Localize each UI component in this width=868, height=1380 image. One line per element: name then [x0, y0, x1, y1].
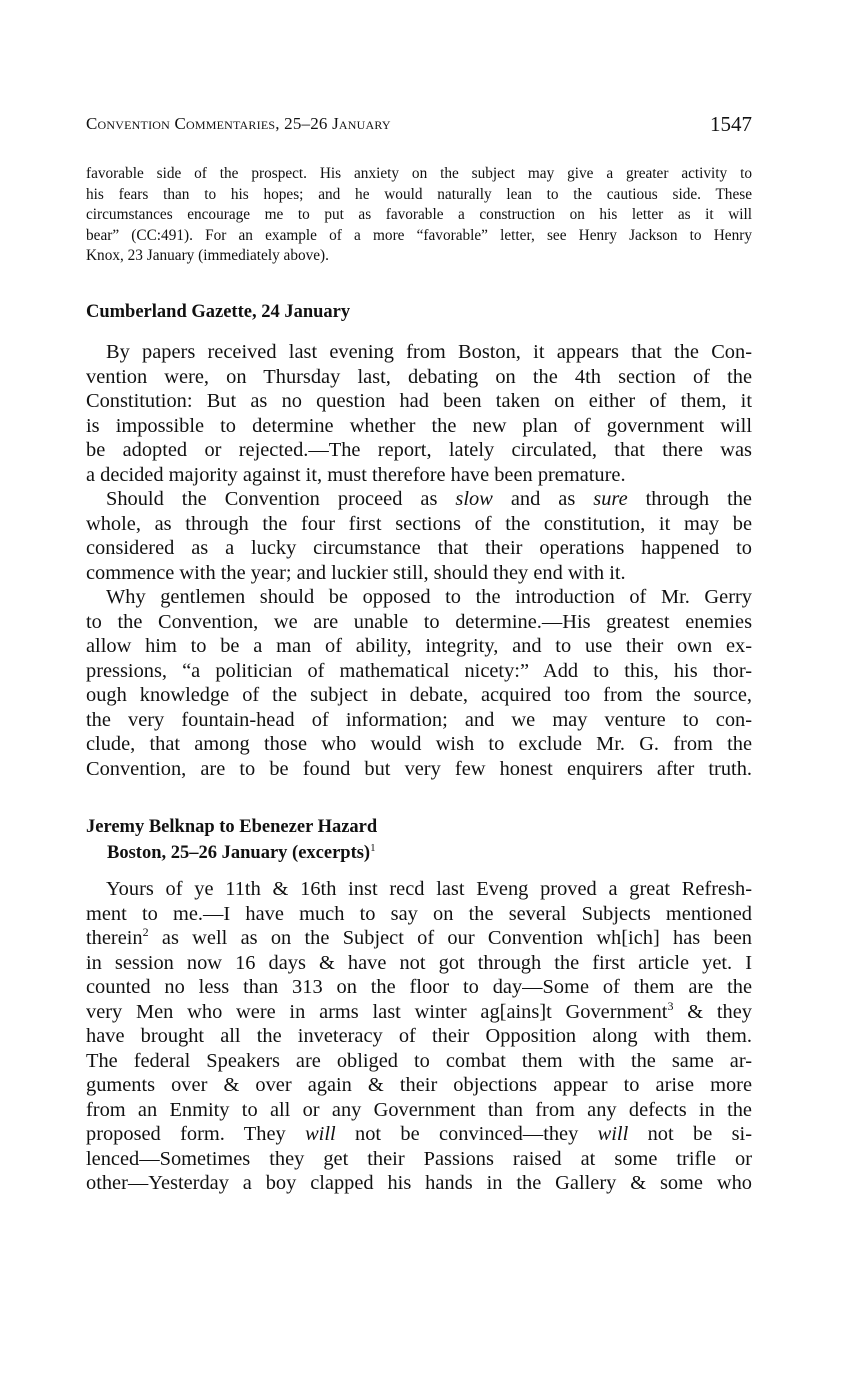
text-line: a decided majority against it, must therefore have been premature. — [86, 463, 626, 486]
running-head-title: Convention Commentaries, 25–26 January — [86, 114, 391, 133]
text-line: from an Enmity to all or any Government than from any defects in the — [86, 1098, 752, 1121]
dateline-text: Boston, 25–26 January (excerpts) — [107, 843, 371, 863]
section-heading-cumberland-gazette: Cumberland Gazette, 24 January — [86, 302, 351, 322]
note-line: favorable side of the prospect. His anxiety on the subject may give a greater activity to — [86, 165, 752, 182]
text-line: vention were, on Thursday last, debating on the 4th section of the — [86, 365, 752, 388]
text-line: Yours of ye 11th & 16th inst recd last Eveng proved a great Refresh- — [106, 878, 752, 900]
text-line: ment to me.—I have much to say on the several Subjects mentioned — [86, 902, 752, 925]
text-line — [86, 1000, 752, 1025]
note-line: bear” (CC:491). For an example of a more “favorable” letter, see Henry Jackson to Henry — [86, 226, 752, 244]
italic-text: sure — [593, 488, 628, 510]
text-line: Why gentlemen should be opposed to the introduction of Mr. Gerry — [106, 586, 752, 608]
text-line: ough knowledge of the subject in debate, acquired too from the source, — [86, 684, 752, 706]
text-line: pressions, “a politician of mathematical nicety:” Add to this, his thor- — [86, 659, 752, 682]
text-line: allow him to be a man of ability, integrity, and to use their own ex- — [86, 635, 752, 657]
text-line: By papers received last evening from Boston, it appears that the Con- — [106, 341, 752, 363]
text-line: have brought all the inveteracy of their Opposition along with them. — [86, 1025, 752, 1047]
text-segment: through the — [627, 488, 752, 510]
running-head — [86, 114, 752, 138]
text-line: Convention, are to be found but very few honest enquirers after truth. — [86, 757, 752, 780]
text-line: the very fountain-head of information; and we may venture to con- — [86, 708, 752, 731]
text-line: The federal Speakers are obliged to combat them with the same ar- — [86, 1049, 752, 1072]
text-segment: therein — [86, 927, 143, 949]
footnote-marker: 3 — [667, 998, 674, 1013]
text-segment: & they — [673, 1000, 752, 1023]
italic-text: will — [597, 1123, 629, 1145]
text-line: considered as a lucky circumstance that their operations happened to — [86, 537, 752, 559]
text-segment: as well as on the Subject of our Convention wh[ich] has been — [148, 927, 752, 949]
text-line: Constitution: But as no question had been taken on either of them, it — [86, 390, 752, 412]
text-line: in session now 16 days & have not got through the first article yet. I — [86, 951, 752, 974]
text-line: commence with the year; and luckier still, should they end with it. — [86, 561, 626, 584]
text-line: other—Yesterday a boy clapped his hands in the Gallery & some who — [86, 1172, 752, 1194]
text-line: be adopted or rejected.—The report, lately circulated, that there was — [86, 439, 752, 461]
text-segment: not be convinced—they — [335, 1123, 598, 1145]
text-line — [86, 487, 752, 512]
italic-text: slow — [455, 488, 493, 510]
text-line — [86, 1122, 752, 1147]
footnote-continuation — [86, 164, 752, 267]
footnote-marker: 2 — [142, 925, 149, 939]
italic-text: will — [305, 1123, 336, 1145]
section-subheading-dateline — [107, 842, 376, 864]
text-segment: not be si- — [628, 1123, 752, 1145]
text-line: lenced—Sometimes they get their Passions raised at some trifle or — [86, 1147, 752, 1170]
section-heading-belknap-to-hazard: Jeremy Belknap to Ebenezer Hazard — [86, 817, 378, 837]
footnote-marker: 1 — [370, 842, 376, 854]
text-line: is impossible to determine whether the new plan of government will — [86, 414, 752, 437]
text-segment: very Men who were in arms last winter ag[ains]t Government — [86, 1000, 668, 1023]
text-segment: and as — [492, 488, 594, 510]
note-line: his fears than to his hopes; and he would naturally lean to the cautious side. These — [86, 185, 752, 203]
page-number: 1547 — [710, 112, 752, 136]
text-line: clude, that among those who would wish to exclude Mr. G. from the — [86, 733, 752, 755]
text-line — [86, 926, 752, 951]
note-line: circumstances encourage me to put as favorable a construction on his letter as it will — [86, 206, 752, 224]
text-segment: proposed form. They — [86, 1123, 306, 1145]
text-line: whole, as through the four first sections of the constitution, it may be — [86, 512, 752, 535]
text-line: to the Convention, we are unable to determine.—His greatest enemies — [86, 610, 752, 633]
section-body-cumberland-gazette — [86, 340, 752, 781]
note-line: Knox, 23 January (immediately above). — [86, 247, 329, 265]
section-body-belknap-letter — [86, 877, 752, 1196]
text-segment: Should the Convention proceed as — [106, 488, 456, 510]
text-line: counted no less than 313 on the floor to day—Some of them are the — [86, 976, 752, 998]
text-line: guments over & over again & their objections appear to arise more — [86, 1074, 752, 1096]
